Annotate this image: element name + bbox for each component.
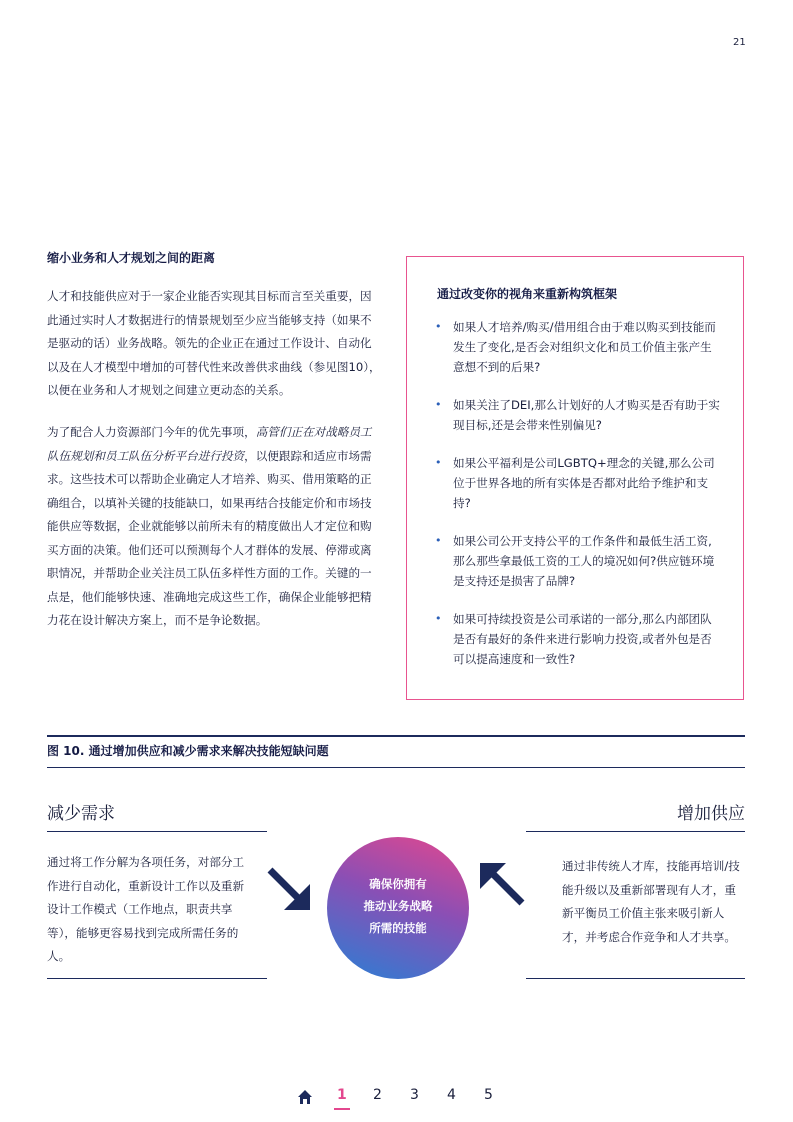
circle-text: 确保你拥有 推动业务战略 所需的技能	[363, 877, 433, 935]
paragraph-2	[47, 421, 382, 633]
bullet-icon: •	[435, 398, 442, 411]
paragraph-2-start: 为了配合人力资源部门今年的优先事项，	[47, 425, 256, 439]
skills-circle	[327, 837, 469, 979]
page-link-1[interactable]: 1	[337, 1087, 347, 1103]
increase-supply-heading: 增加供应	[677, 804, 745, 824]
home-icon[interactable]	[297, 1089, 313, 1105]
callout-list	[435, 317, 720, 687]
page-link-2[interactable]: 2	[373, 1087, 382, 1103]
right-bottom-rule	[526, 978, 745, 979]
reduce-demand-text: 通过将工作分解为各项任务，对部分工作进行自动化，重新设计工作以及重新设计工作模式（工作地点，职责共享等），能够更容易找到完成所需任务的人。	[47, 855, 245, 963]
reduce-demand-heading: 减少需求	[47, 804, 115, 824]
callout-title: 通过改变你的视角来重新构筑框架	[437, 287, 618, 301]
callout-item: • 如果可持续投资是公司承诺的一部分,那么内部团队是否有最好的条件来进行影响力投资,或者外包是否可以提高速度和一致性?	[435, 609, 720, 669]
right-top-rule	[526, 831, 745, 832]
callout-item: • 如果公平福利是公司LGBTQ+理念的关键,那么公司位于世界各地的所有实体是否都对此给予维护和支持?	[435, 453, 720, 513]
left-top-rule	[47, 831, 267, 832]
figure-title-divider	[47, 767, 745, 768]
paragraph-2-end: ，以便跟踪和适应市场需求。这些技术可以帮助企业确定人才培养、购买、借用策略的正确组合，以填补关键的技能缺口，如果再结合技能定价和市场技能供应等数据，企业就能够以前所未有的精度做出人才定位和购买方面的决策。他们还可以预测每个人才群体的发展、停滞或离职情况，并帮助企业关注员工队伍多样性方面的工作。关键的一点是，他们能够快速、准确地完成这些工作，确保企业能够把精力花在设计解决方案上，而不是争论数据。	[47, 448, 372, 627]
figure-title: 图 10. 通过增加供应和减少需求来解决技能短缺问题	[47, 744, 329, 758]
active-page-underline	[334, 1108, 350, 1110]
increase-supply-text: 通过非传统人才库，技能再培训/技能升级以及重新部署现有人才，重新平衡员工价值主张来吸引新人才，并考虑合作竞争和人才共享。	[562, 859, 740, 944]
page-number: 21	[733, 37, 746, 48]
callout-box	[406, 256, 744, 700]
left-bottom-rule	[47, 978, 267, 979]
bullet-icon: •	[435, 320, 442, 333]
callout-item: • 如果公司公开支持公平的工作条件和最低生活工资,那么那些拿最低工资的工人的境况如何?供应链环境是支持还是损害了品牌?	[435, 531, 720, 591]
page-link-4[interactable]: 4	[447, 1087, 456, 1103]
arrow-down-right-icon	[262, 860, 318, 916]
section-title: 缩小业务和人才规划之间的距离	[47, 251, 216, 265]
callout-item: • 如果人才培养/购买/借用组合由于难以购买到技能而发生了变化,是否会对组织文化和员工价值主张产生意想不到的后果?	[435, 317, 720, 377]
paragraph-1: 人才和技能供应对于一家企业能否实现其目标而言至关重要，因此通过实时人才数据进行的情景规划至少应当能够支持（如果不是驱动的话）业务战略。领先的企业正在通过工作设计、自动化以及在人才模型中增加的可替代性来改善供求曲线（参见图10），以便在业务和人才规划之间建立更动态的关系。	[47, 289, 381, 397]
figure-top-divider	[47, 735, 745, 737]
paragraph-2-italic: 高管们正在对战略员工队伍规划和员工队伍分析平台进行投资	[47, 425, 372, 463]
callout-item: • 如果关注了DEI,那么计划好的人才购买是否有助于实现目标,还是会带来性别偏见?	[435, 395, 720, 435]
page-link-3[interactable]: 3	[410, 1087, 419, 1103]
bullet-icon: •	[435, 612, 442, 625]
bullet-icon: •	[435, 534, 442, 547]
bullet-icon: •	[435, 456, 442, 469]
page-link-5[interactable]: 5	[484, 1087, 493, 1103]
arrow-up-left-icon	[474, 857, 530, 913]
